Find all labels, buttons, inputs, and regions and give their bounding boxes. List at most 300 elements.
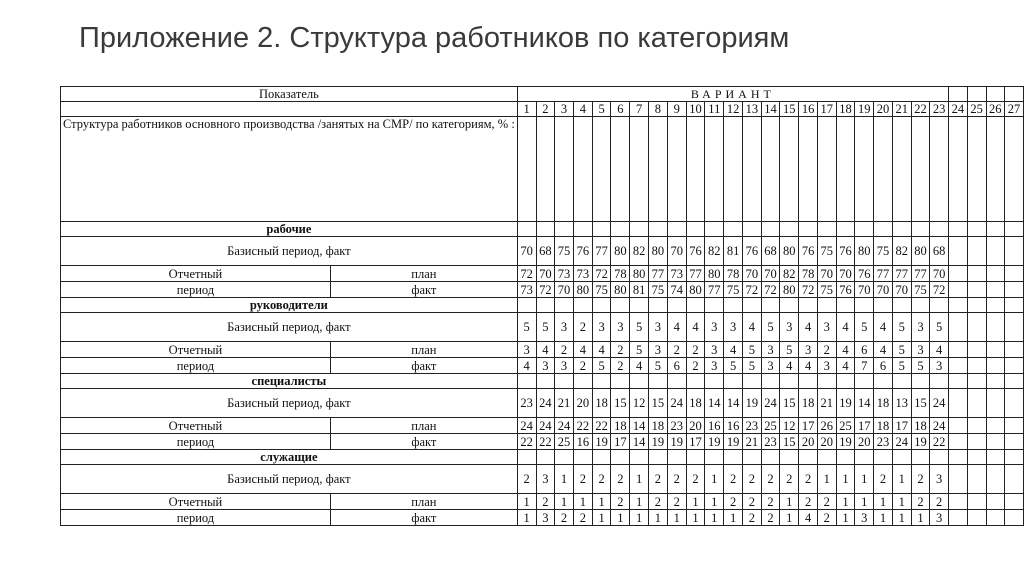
variant-number: 9 <box>667 102 686 117</box>
plan-value: 2 <box>686 342 705 358</box>
base-value: 2 <box>742 465 761 494</box>
plan-value: 1 <box>517 494 536 510</box>
fact-value: 2 <box>573 358 592 374</box>
fact-value: 19 <box>911 434 930 450</box>
variant-number: 22 <box>911 102 930 117</box>
plan-value: 2 <box>817 342 836 358</box>
base-value: 18 <box>874 389 893 418</box>
base-value: 2 <box>724 465 743 494</box>
empty-cell <box>967 510 986 526</box>
plan-value: 14 <box>630 418 649 434</box>
empty-cell <box>836 117 855 222</box>
plan-value: 1 <box>630 494 649 510</box>
plan-value: 22 <box>592 418 611 434</box>
empty-cell <box>948 117 967 222</box>
empty-cell <box>836 222 855 237</box>
plan-value: 24 <box>517 418 536 434</box>
fact-value: 81 <box>630 282 649 298</box>
empty-cell <box>630 450 649 465</box>
empty-cell <box>967 117 986 222</box>
base-value: 2 <box>517 465 536 494</box>
base-value: 5 <box>892 313 911 342</box>
variant-number: 6 <box>611 102 630 117</box>
plan-value: 4 <box>724 342 743 358</box>
plan-value: 2 <box>555 342 574 358</box>
base-value: 5 <box>855 313 874 342</box>
empty-cell <box>986 237 1005 266</box>
base-value: 70 <box>667 237 686 266</box>
empty-cell <box>573 117 592 222</box>
plan-value: 73 <box>573 266 592 282</box>
plan-value: 22 <box>573 418 592 434</box>
base-period-row <box>61 313 1024 342</box>
empty-cell <box>855 450 874 465</box>
plan-value: 18 <box>874 418 893 434</box>
plan-value: 3 <box>705 342 724 358</box>
plan-value: 1 <box>592 494 611 510</box>
empty-cell <box>967 237 986 266</box>
empty-cell <box>1005 222 1024 237</box>
indicator-header: Показатель <box>61 87 518 102</box>
base-value: 70 <box>517 237 536 266</box>
empty-cell <box>948 465 967 494</box>
empty-cell <box>948 266 967 282</box>
plan-value: 2 <box>911 494 930 510</box>
empty-cell <box>667 374 686 389</box>
empty-cell <box>573 298 592 313</box>
fact-label: факт <box>330 510 517 526</box>
section-row <box>61 298 1024 313</box>
empty-cell <box>817 374 836 389</box>
empty-cell <box>799 298 818 313</box>
empty-cell <box>1005 374 1024 389</box>
plan-value: 16 <box>705 418 724 434</box>
empty-cell <box>1005 465 1024 494</box>
empty-cell <box>761 374 780 389</box>
empty-cell <box>911 298 930 313</box>
base-value: 21 <box>817 389 836 418</box>
base-value: 1 <box>892 465 911 494</box>
empty-cell <box>817 450 836 465</box>
empty-cell <box>667 222 686 237</box>
empty-cell <box>930 374 949 389</box>
empty-cell <box>761 222 780 237</box>
fact-value: 19 <box>667 434 686 450</box>
empty-cell <box>536 222 555 237</box>
section-name: руководители <box>61 298 518 313</box>
empty-cell <box>724 222 743 237</box>
base-value: 68 <box>930 237 949 266</box>
base-value: 3 <box>724 313 743 342</box>
plan-value: 25 <box>836 418 855 434</box>
plan-value: 3 <box>517 342 536 358</box>
plan-label: план <box>330 266 517 282</box>
empty-cell <box>742 298 761 313</box>
empty-cell <box>986 282 1005 298</box>
fact-value: 80 <box>780 282 799 298</box>
variant-number: 12 <box>724 102 743 117</box>
base-value: 15 <box>911 389 930 418</box>
empty-cell <box>705 450 724 465</box>
base-value: 76 <box>573 237 592 266</box>
empty-header-cell <box>948 87 967 102</box>
fact-value: 1 <box>874 510 893 526</box>
empty-cell <box>948 494 967 510</box>
variant-number: 5 <box>592 102 611 117</box>
base-value: 5 <box>761 313 780 342</box>
base-value: 1 <box>836 465 855 494</box>
fact-value: 1 <box>724 510 743 526</box>
base-value: 14 <box>855 389 874 418</box>
fact-row <box>61 282 1024 298</box>
plan-value: 1 <box>705 494 724 510</box>
empty-cell <box>967 434 986 450</box>
fact-value: 1 <box>667 510 686 526</box>
plan-value: 26 <box>817 418 836 434</box>
fact-label: факт <box>330 358 517 374</box>
empty-cell <box>1005 117 1024 222</box>
base-value: 4 <box>686 313 705 342</box>
variant-number: 14 <box>761 102 780 117</box>
base-value: 2 <box>780 465 799 494</box>
report-period-label: Отчетный <box>61 494 331 510</box>
empty-cell <box>986 494 1005 510</box>
empty-cell <box>630 298 649 313</box>
plan-value: 4 <box>536 342 555 358</box>
plan-value: 77 <box>892 266 911 282</box>
base-value: 80 <box>611 237 630 266</box>
empty-cell <box>967 450 986 465</box>
plan-value: 18 <box>911 418 930 434</box>
variant-number: 10 <box>686 102 705 117</box>
report-period-label: Отчетный <box>61 342 331 358</box>
empty-cell <box>667 450 686 465</box>
variant-number: 18 <box>836 102 855 117</box>
fact-value: 2 <box>761 510 780 526</box>
base-value: 15 <box>780 389 799 418</box>
base-period-label: Базисный период, факт <box>61 237 518 266</box>
empty-cell <box>648 374 667 389</box>
empty-cell <box>648 117 667 222</box>
plan-value: 4 <box>836 342 855 358</box>
fact-value: 72 <box>930 282 949 298</box>
fact-value: 20 <box>799 434 818 450</box>
plan-label: план <box>330 418 517 434</box>
fact-value: 6 <box>667 358 686 374</box>
plan-value: 17 <box>799 418 818 434</box>
empty-cell <box>686 222 705 237</box>
fact-value: 1 <box>705 510 724 526</box>
plan-value: 77 <box>874 266 893 282</box>
fact-value: 19 <box>648 434 667 450</box>
plan-value: 3 <box>799 342 818 358</box>
empty-cell <box>1005 418 1024 434</box>
base-value: 75 <box>817 237 836 266</box>
plan-value: 70 <box>742 266 761 282</box>
base-value: 5 <box>536 313 555 342</box>
fact-value: 1 <box>780 510 799 526</box>
variant-number: 15 <box>780 102 799 117</box>
empty-cell <box>892 117 911 222</box>
fact-value: 23 <box>874 434 893 450</box>
empty-cell <box>948 450 967 465</box>
base-value: 2 <box>592 465 611 494</box>
base-value: 5 <box>630 313 649 342</box>
plan-value: 4 <box>930 342 949 358</box>
section-name: специалисты <box>61 374 518 389</box>
fact-value: 1 <box>911 510 930 526</box>
base-value: 3 <box>648 313 667 342</box>
empty-cell <box>911 222 930 237</box>
base-value: 24 <box>667 389 686 418</box>
base-value: 1 <box>630 465 649 494</box>
fact-value: 75 <box>817 282 836 298</box>
variant-number: 1 <box>517 102 536 117</box>
plan-row <box>61 342 1024 358</box>
base-value: 21 <box>555 389 574 418</box>
plan-value: 2 <box>611 494 630 510</box>
structure-label: Структура работников основного производства /занятых на СМР/ по категориям, % : <box>61 117 518 222</box>
empty-cell <box>517 117 536 222</box>
empty-cell <box>948 358 967 374</box>
empty-cell <box>967 298 986 313</box>
base-period-row <box>61 389 1024 418</box>
fact-value: 22 <box>930 434 949 450</box>
empty-cell <box>780 222 799 237</box>
base-value: 24 <box>761 389 780 418</box>
empty-cell <box>986 434 1005 450</box>
fact-value: 4 <box>517 358 536 374</box>
empty-cell <box>555 374 574 389</box>
empty-header-cell <box>967 87 986 102</box>
plan-value: 2 <box>742 494 761 510</box>
empty-cell <box>1005 434 1024 450</box>
structure-row <box>61 117 1024 222</box>
empty-cell <box>1005 342 1024 358</box>
empty-cell <box>967 266 986 282</box>
base-value: 75 <box>874 237 893 266</box>
empty-cell <box>555 222 574 237</box>
empty-cell <box>799 450 818 465</box>
plan-value: 18 <box>611 418 630 434</box>
empty-cell <box>1005 450 1024 465</box>
empty-cell <box>724 374 743 389</box>
base-value: 15 <box>648 389 667 418</box>
empty-cell <box>948 313 967 342</box>
report-period-label: Отчетный <box>61 418 331 434</box>
plan-value: 1 <box>892 494 911 510</box>
empty-cell <box>1005 494 1024 510</box>
empty-cell <box>705 298 724 313</box>
empty-cell <box>611 298 630 313</box>
base-value: 24 <box>930 389 949 418</box>
empty-cell <box>1005 266 1024 282</box>
fact-value: 72 <box>536 282 555 298</box>
fact-value: 1 <box>592 510 611 526</box>
base-value: 68 <box>536 237 555 266</box>
empty-cell <box>573 374 592 389</box>
empty-cell <box>724 117 743 222</box>
fact-value: 1 <box>648 510 667 526</box>
base-period-label: Базисный период, факт <box>61 389 518 418</box>
base-value: 1 <box>817 465 836 494</box>
base-value: 2 <box>611 465 630 494</box>
base-value: 2 <box>686 465 705 494</box>
variant-number: 19 <box>855 102 874 117</box>
empty-cell <box>874 298 893 313</box>
base-value: 4 <box>742 313 761 342</box>
empty-cell <box>611 450 630 465</box>
variant-number: 7 <box>630 102 649 117</box>
base-value: 2 <box>761 465 780 494</box>
base-value: 4 <box>667 313 686 342</box>
plan-value: 73 <box>555 266 574 282</box>
variant-number: 2 <box>536 102 555 117</box>
base-value: 3 <box>536 465 555 494</box>
fact-value: 7 <box>855 358 874 374</box>
fact-value: 25 <box>555 434 574 450</box>
empty-cell <box>555 298 574 313</box>
variant-number: 17 <box>817 102 836 117</box>
empty-cell <box>930 450 949 465</box>
fact-value: 15 <box>780 434 799 450</box>
plan-value: 70 <box>930 266 949 282</box>
empty-header-cell <box>986 87 1005 102</box>
empty-cell <box>967 389 986 418</box>
plan-value: 24 <box>536 418 555 434</box>
variant-number: 27 <box>1005 102 1024 117</box>
empty-cell <box>986 342 1005 358</box>
base-value: 14 <box>724 389 743 418</box>
plan-value: 18 <box>648 418 667 434</box>
plan-value: 4 <box>592 342 611 358</box>
fact-value: 17 <box>686 434 705 450</box>
base-value: 75 <box>555 237 574 266</box>
empty-cell <box>930 222 949 237</box>
plan-value: 6 <box>855 342 874 358</box>
empty-cell <box>911 374 930 389</box>
plan-value: 4 <box>874 342 893 358</box>
fact-value: 21 <box>742 434 761 450</box>
base-value: 1 <box>555 465 574 494</box>
plan-value: 1 <box>780 494 799 510</box>
base-value: 2 <box>573 313 592 342</box>
employee-structure-table <box>60 86 1024 526</box>
empty-cell <box>855 374 874 389</box>
empty-cell <box>967 358 986 374</box>
base-value: 3 <box>705 313 724 342</box>
variant-number: 16 <box>799 102 818 117</box>
variant-number: 24 <box>948 102 967 117</box>
empty-cell <box>536 374 555 389</box>
report-period-label: период <box>61 434 331 450</box>
fact-value: 1 <box>892 510 911 526</box>
empty-cell <box>1005 282 1024 298</box>
empty-cell <box>611 222 630 237</box>
empty-cell <box>705 374 724 389</box>
empty-cell <box>911 450 930 465</box>
fact-value: 4 <box>780 358 799 374</box>
slide-title: Приложение 2. Структура работников по категориям <box>79 22 790 54</box>
empty-cell <box>855 117 874 222</box>
empty-cell <box>592 222 611 237</box>
empty-cell <box>799 222 818 237</box>
plan-value: 76 <box>855 266 874 282</box>
empty-cell <box>780 117 799 222</box>
base-value: 2 <box>874 465 893 494</box>
fact-value: 20 <box>817 434 836 450</box>
base-value: 2 <box>799 465 818 494</box>
empty-cell <box>592 117 611 222</box>
plan-value: 2 <box>611 342 630 358</box>
plan-row <box>61 494 1024 510</box>
empty-cell <box>686 117 705 222</box>
empty-cell <box>705 117 724 222</box>
fact-row <box>61 510 1024 526</box>
empty-cell <box>724 298 743 313</box>
fact-value: 75 <box>911 282 930 298</box>
fact-value: 1 <box>686 510 705 526</box>
empty-cell <box>948 510 967 526</box>
empty-cell <box>892 374 911 389</box>
base-value: 5 <box>517 313 536 342</box>
section-row <box>61 450 1024 465</box>
variant-number: 3 <box>555 102 574 117</box>
empty-cell <box>967 494 986 510</box>
plan-value: 23 <box>742 418 761 434</box>
base-value: 3 <box>555 313 574 342</box>
fact-value: 1 <box>611 510 630 526</box>
empty-cell <box>1005 510 1024 526</box>
empty-cell <box>630 222 649 237</box>
base-value: 4 <box>836 313 855 342</box>
fact-value: 3 <box>536 510 555 526</box>
empty-cell <box>948 418 967 434</box>
fact-value: 70 <box>892 282 911 298</box>
base-value: 80 <box>911 237 930 266</box>
plan-value: 77 <box>911 266 930 282</box>
fact-value: 1 <box>836 510 855 526</box>
fact-value: 76 <box>836 282 855 298</box>
empty-cell <box>986 465 1005 494</box>
base-value: 2 <box>648 465 667 494</box>
fact-value: 1 <box>517 510 536 526</box>
variant-header: ВАРИАНТ <box>517 87 948 102</box>
empty-cell <box>1005 298 1024 313</box>
fact-value: 4 <box>630 358 649 374</box>
section-name: рабочие <box>61 222 518 237</box>
base-value: 1 <box>705 465 724 494</box>
base-value: 1 <box>855 465 874 494</box>
report-period-label: период <box>61 358 331 374</box>
empty-cell <box>630 117 649 222</box>
base-value: 80 <box>780 237 799 266</box>
fact-value: 70 <box>555 282 574 298</box>
base-value: 76 <box>836 237 855 266</box>
fact-label: факт <box>330 282 517 298</box>
plan-value: 2 <box>536 494 555 510</box>
empty-cell <box>761 117 780 222</box>
fact-value: 24 <box>892 434 911 450</box>
empty-cell <box>780 298 799 313</box>
plan-label: план <box>330 342 517 358</box>
empty-cell <box>967 418 986 434</box>
base-value: 3 <box>911 313 930 342</box>
plan-value: 5 <box>630 342 649 358</box>
empty-cell <box>742 117 761 222</box>
plan-value: 5 <box>780 342 799 358</box>
empty-cell <box>967 282 986 298</box>
